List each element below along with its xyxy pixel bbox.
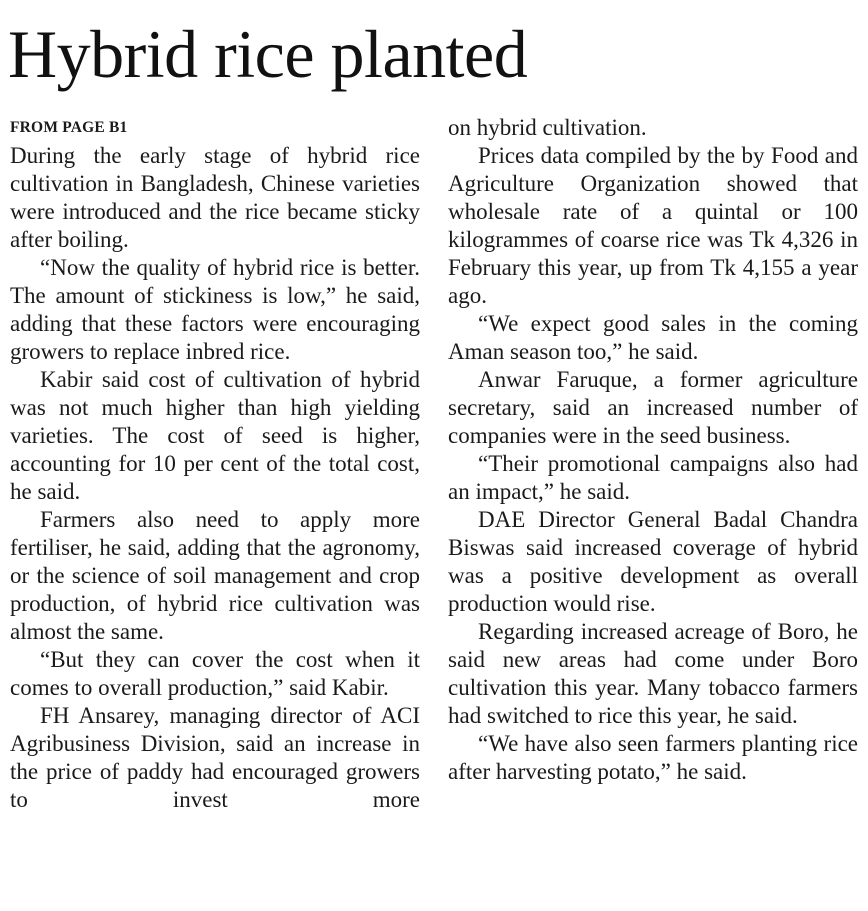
article-paragraph: Kabir said cost of cultivation of hybrid was not much higher than high yielding varieties. The cost of seed is higher, accounting for 10 per cent of the total cost, he said.: [10, 367, 420, 504]
article-paragraph: Anwar Faruque, a former agriculture secretary, said an increased number of companies were in the seed business.: [448, 367, 858, 448]
article-paragraph: Prices data compiled by the by Food and Agriculture Organization showed that wholesale rate of a quintal or 100 kilogrammes of coarse rice was Tk 4,326 in February this year, up from Tk 4,155 a year ago.: [448, 143, 858, 308]
article-paragraph: DAE Director General Badal Chandra Biswas said increased coverage of hybrid was a positive development as overall production would rise.: [448, 507, 858, 616]
article-paragraph: “We expect good sales in the coming Aman season too,” he said.: [448, 311, 858, 364]
article-headline: Hybrid rice planted: [8, 16, 528, 92]
article-paragraph: “But they can cover the cost when it comes to overall production,” said Kabir.: [10, 647, 420, 700]
article-paragraph: Farmers also need to apply more fertiliser, he said, adding that the agronomy, or the science of soil management and crop production, of hybrid rice cultivation was almost the same.: [10, 507, 420, 644]
article-paragraph: FH Ansarey, managing director of ACI Agribusiness Division, said an increase in the price of paddy had encouraged growers to invest more: [10, 703, 420, 812]
article-paragraph: on hybrid cultivation.: [448, 115, 647, 140]
article-paragraph: “Their promotional campaigns also had an impact,” he said.: [448, 451, 858, 504]
article-paragraph: “We have also seen farmers planting rice after harvesting potato,” he said.: [448, 731, 858, 784]
article-column-left: [10, 114, 420, 814]
article-column-right: [448, 114, 858, 786]
article-paragraph: “Now the quality of hybrid rice is better. The amount of stickiness is low,” he said, adding that these factors were encouraging growers to replace inbred rice.: [10, 255, 420, 364]
article-paragraph: During the early stage of hybrid rice cultivation in Bangladesh, Chinese varieties were introduced and the rice became sticky after boiling.: [10, 143, 420, 252]
continuation-kicker: FROM PAGE B1: [10, 119, 128, 136]
article-paragraph: Regarding increased acreage of Boro, he said new areas had come under Boro cultivation this year. Many tobacco farmers had switched to rice this year, he said.: [448, 619, 858, 728]
